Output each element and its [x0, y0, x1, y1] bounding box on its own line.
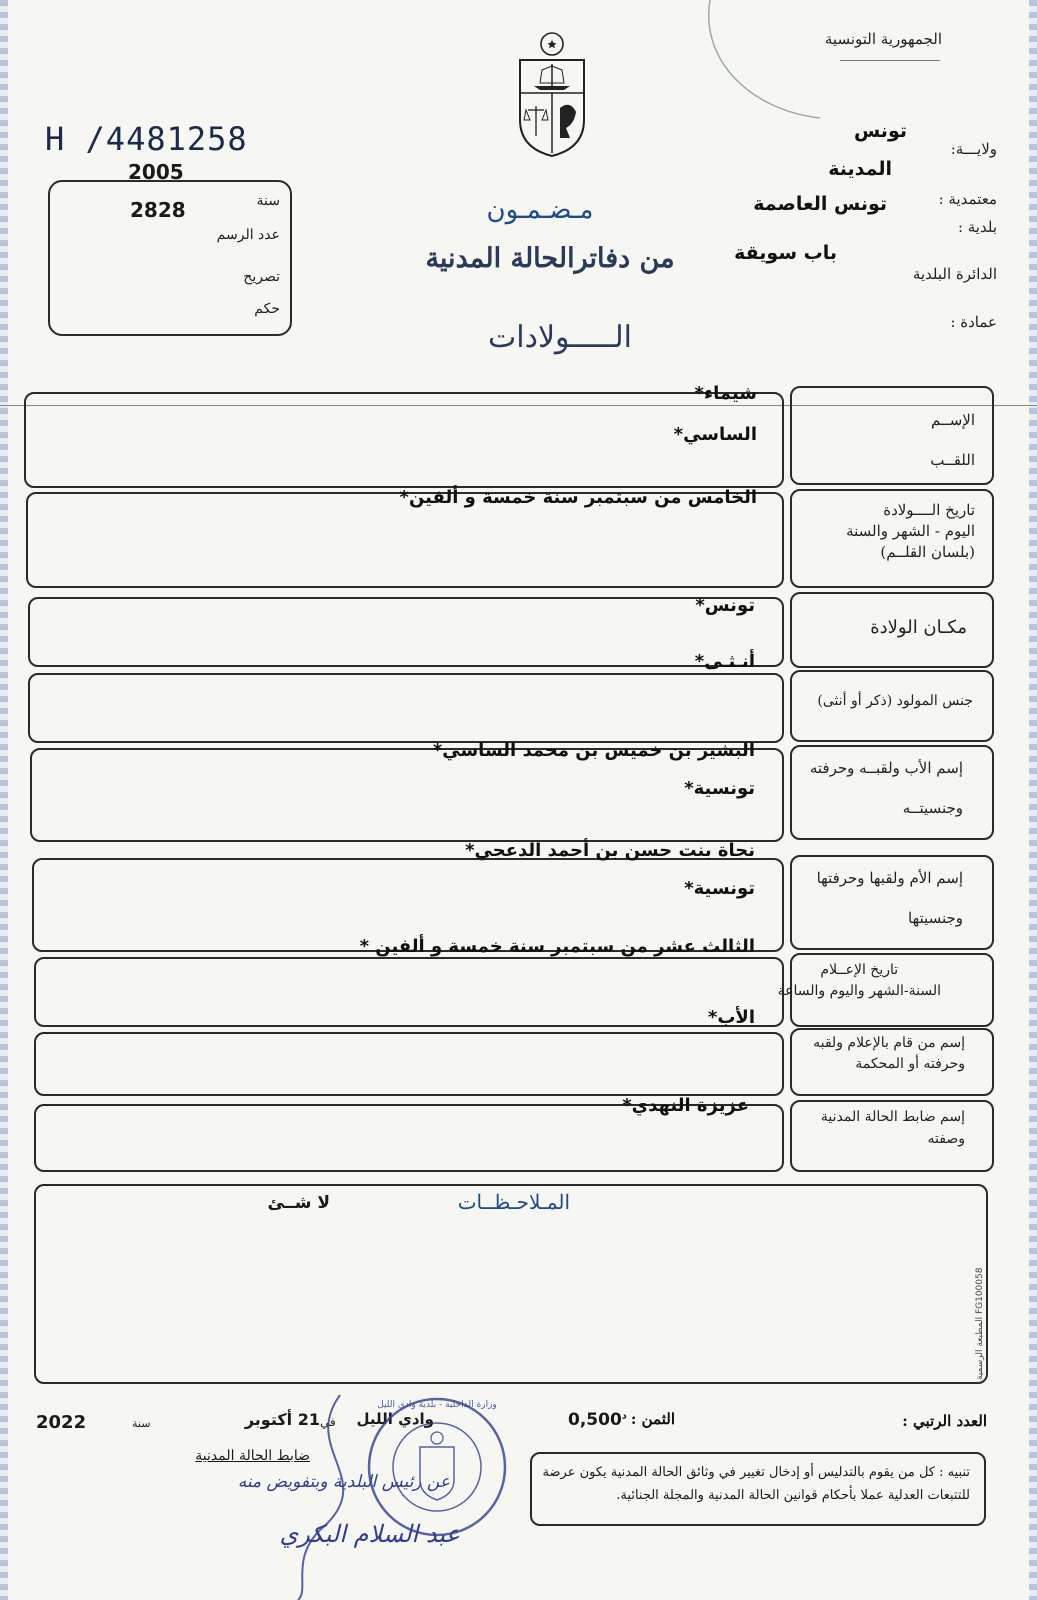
footer-price-value — [568, 1410, 627, 1430]
republic-underline — [840, 60, 940, 61]
father-nationality-value: تونسية* — [684, 778, 755, 799]
imada-label: عمادة : — [950, 313, 997, 331]
mother-nationality-value: تونسية* — [684, 878, 755, 899]
motamadia-value: المدينة — [828, 158, 892, 180]
birth-date-label-line2: اليوم - الشهر والسنة — [846, 522, 975, 540]
baladia-value: تونس العاصمة — [753, 193, 887, 215]
title-births: الـــــولادات — [488, 320, 632, 355]
first-name-value: شيماء* — [694, 383, 757, 404]
footer-date: 21 أكتوبر — [244, 1410, 320, 1429]
declaration-date-value: الثالث عشر من سبتمبر سنة خمسة و ألفين * — [359, 936, 755, 957]
serial-prefix: H — [45, 120, 66, 158]
footer-price-label: الثمن : — [630, 1410, 675, 1428]
father-value: البشير بن خميس بن محمد الساسي* — [432, 740, 755, 761]
officer-label-line1: إسم ضابط الحالة المدنية — [820, 1109, 965, 1125]
register-judgment-label: حكم — [254, 301, 280, 317]
footer-price-unit: د — [621, 1410, 627, 1422]
surname-label: اللقــب — [930, 451, 975, 469]
footer-year-label: سنة — [132, 1417, 151, 1430]
paper-crease — [690, 0, 830, 120]
declarant-label-line2: وحرفته أو المحكمة — [855, 1056, 965, 1072]
declaration-date-label — [778, 960, 941, 1002]
title-madmoun: مـضـمـون — [486, 195, 594, 225]
remarks-box — [34, 1184, 988, 1384]
father-label-line2: وجنسيتــه — [902, 799, 963, 817]
declarant-value: الأب* — [707, 1007, 755, 1028]
daira-value: باب سويقة — [734, 242, 837, 264]
tunisia-coat-of-arms — [512, 28, 592, 158]
father-label-line1: إسم الأب ولقبــه وحرفته — [809, 759, 963, 777]
daira-label: الدائرة البلدية — [912, 265, 997, 283]
motamadia-label: معتمدية : — [938, 190, 997, 208]
declaration-date-label-line1: تاريخ الإعــلام — [820, 962, 899, 978]
register-record-label: عدد الرسم — [216, 227, 280, 243]
declaration-date-label-line2: السنة-الشهر واليوم والساعة — [777, 983, 941, 999]
birth-place-value: تونس* — [695, 595, 755, 616]
birth-date-value: الخامس من سبتمبر سنة خمسة و ألفين* — [399, 487, 757, 508]
left-border-pattern — [0, 0, 8, 1600]
baladia-label: بلدية : — [957, 218, 997, 236]
register-record-value: 2828 — [130, 198, 186, 222]
declarant-value-box — [34, 1032, 784, 1096]
serial-digits: 4481258 — [105, 120, 248, 158]
right-border-pattern — [1029, 0, 1037, 1600]
footer-place: وادي الليل — [356, 1410, 434, 1428]
signature-scribble — [280, 1390, 400, 1600]
first-name-label: الإســم — [930, 411, 975, 429]
mother-label-line1: إسم الأم ولقبها وحرفتها — [816, 869, 963, 887]
title-registers: من دفاترالحالة المدنية — [425, 243, 675, 274]
birth-place-label: مكـان الولادة — [870, 617, 967, 638]
signature-officer-name: عبد السلام البكري — [279, 1520, 460, 1548]
footer-price-amount: 0,500 — [568, 1410, 622, 1430]
declarant-label — [813, 1033, 965, 1075]
register-year-value: 2005 — [128, 160, 184, 184]
surname-value: الساسي* — [673, 424, 757, 445]
warning-text: تنبيه : كل من يقوم بالتدليس أو إدخال تغيير في وثائق الحالة المدنية يكون عرضة للتتبعات العدلية عملا بأحكام قوانين الحالة المدنية والمجلة الجنائية. — [542, 1465, 970, 1503]
remarks-value: لا شــئ — [267, 1193, 330, 1213]
wilaya-value: تونس — [853, 120, 907, 142]
register-declaration-label: تصريح — [243, 269, 280, 285]
sex-label: جنس المولود (ذكر أو أنثى) — [817, 693, 973, 709]
father-value-box — [30, 748, 784, 842]
officer-label-line2: وصفته — [927, 1131, 965, 1148]
signature-delegation: عن رئيس البلدية وبتفويض منه — [237, 1472, 450, 1492]
wilaya-label: ولايـــة: — [950, 140, 997, 158]
mother-label-line2: وجنسيتها — [908, 909, 963, 927]
stamp-text: وزارة الداخلية - بلدية وادي الليل — [377, 1400, 497, 1410]
serial-number — [45, 120, 248, 158]
birth-place-value-box — [28, 597, 784, 667]
sex-value: أنـثـى* — [694, 651, 755, 672]
birth-date-label-line1: تاريخ الــــولادة — [883, 501, 975, 519]
officer-value: عزيزة النهدي* — [622, 1095, 749, 1116]
footer-serial-label: العدد الرتبي : — [902, 1412, 987, 1430]
declarant-label-line1: إسم من قام بالإعلام ولقبه — [813, 1035, 965, 1051]
mother-value: نجاة بنت حسن بن أحمد الدعجي* — [465, 840, 755, 861]
birth-date-label-line3: (بلسان القلــم) — [880, 543, 975, 561]
footer-in-word: في — [320, 1415, 336, 1429]
sex-value-box — [28, 673, 784, 743]
serial-slash: / — [65, 120, 106, 158]
register-year-label: سنة — [256, 193, 280, 209]
declaration-date-value-box — [34, 957, 784, 1027]
footer-year-value: 2022 — [36, 1412, 87, 1433]
printer-code: المطبعة الرسمية FG100058 — [975, 1267, 985, 1380]
remarks-label: المـلاحـظــات — [457, 1190, 570, 1214]
signature-officer-title: ضابط الحالة المدنية — [195, 1448, 310, 1464]
officer-label — [821, 1106, 965, 1151]
name-value-box — [24, 392, 784, 488]
birth-date-label — [846, 500, 975, 563]
republic-title: الجمهورية التونسية — [824, 30, 942, 48]
